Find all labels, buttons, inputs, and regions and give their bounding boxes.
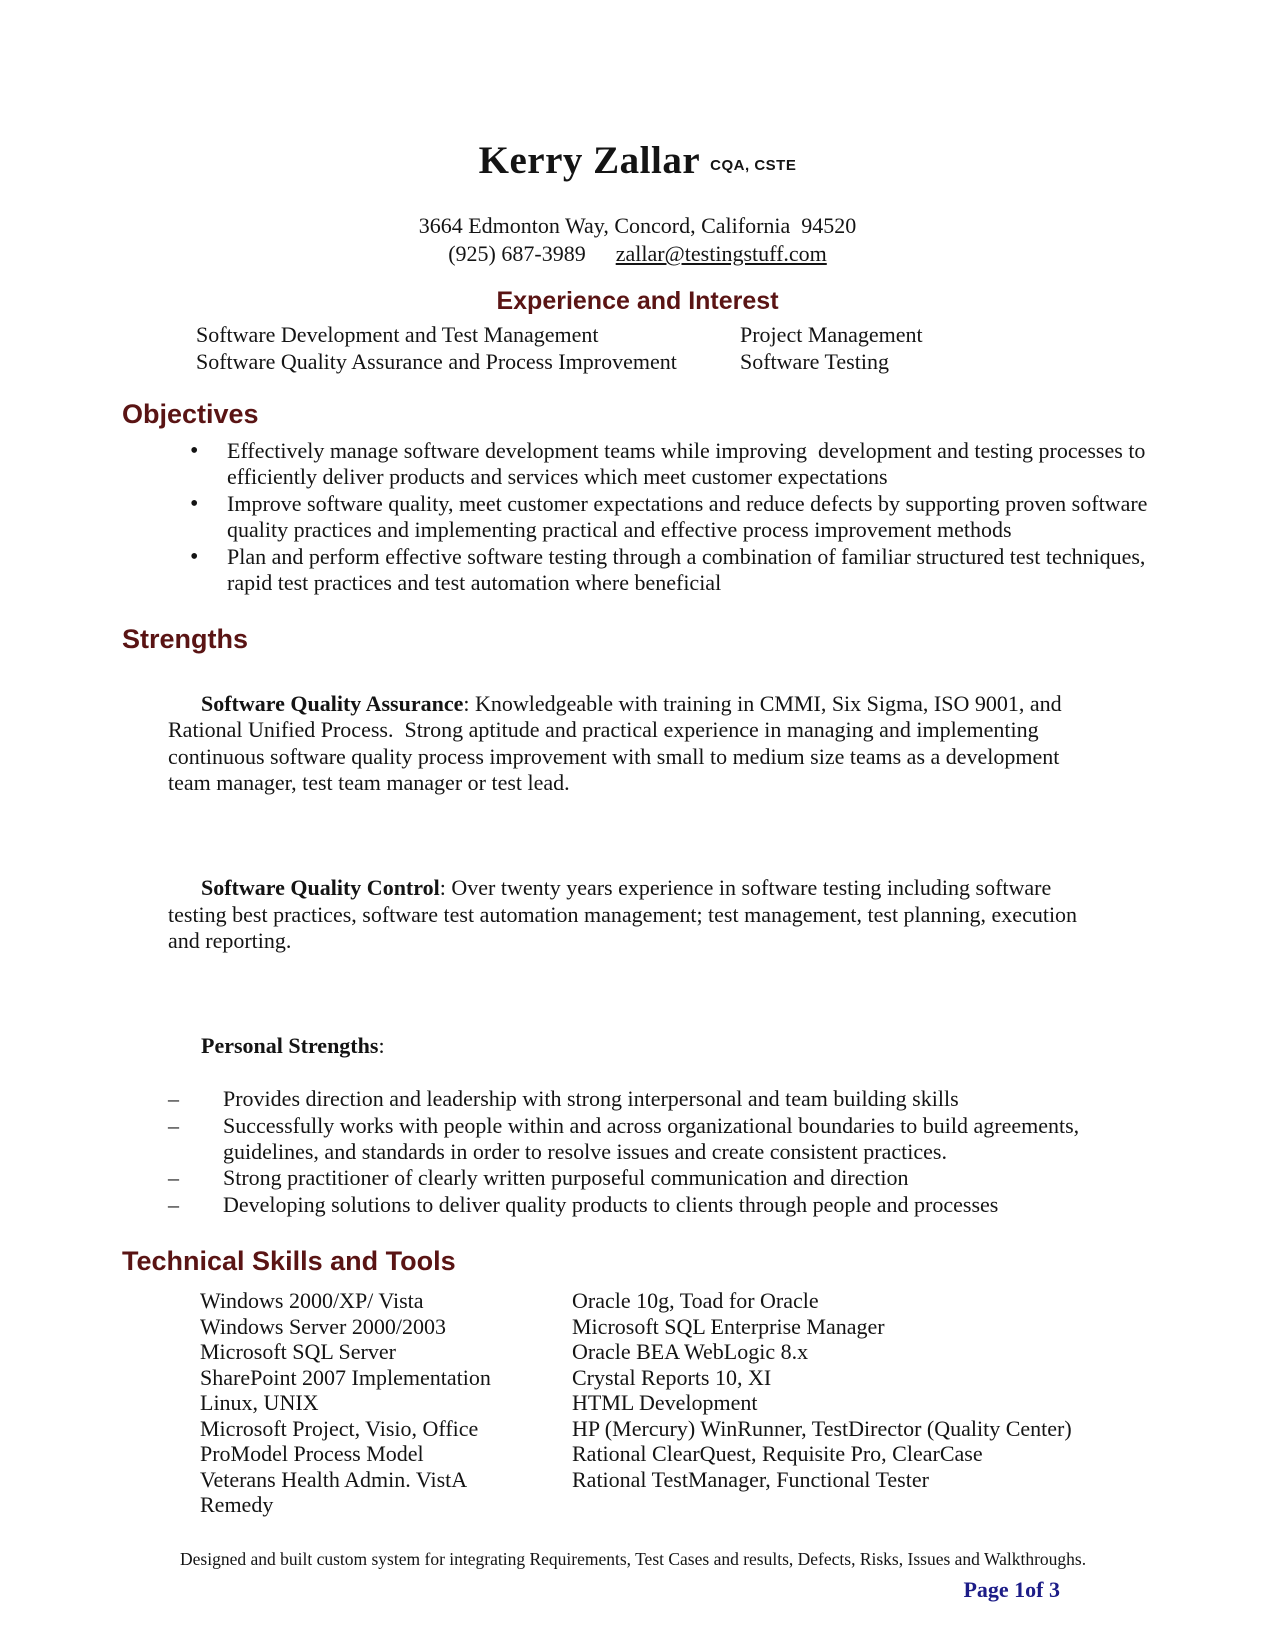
objective-text: Plan and perform effective software testing through a combination of familiar structured test techniques, rapid test practices and test automation where beneficial <box>227 543 1151 596</box>
person-credentials: CQA, CSTE <box>710 157 797 174</box>
personal-strength-text: Developing solutions to deliver quality products to clients through people and processes <box>223 1191 999 1217</box>
bullet-icon <box>190 544 198 570</box>
interest-item: Software Testing <box>740 349 889 374</box>
strength-label: Software Quality Assurance <box>201 690 464 716</box>
strength-label: Software Quality Control <box>201 875 440 901</box>
skill-item: Veterans Health Admin. VistA <box>200 1466 468 1492</box>
email-link[interactable]: zallar@testingstuff.com <box>615 241 827 266</box>
personal-strengths-label-line <box>168 1007 1083 1086</box>
interest-item: Project Management <box>740 322 923 347</box>
skills-left-column <box>200 1288 572 1518</box>
experience-interest-heading: Experience and Interest <box>496 287 779 315</box>
personal-strengths-label: Personal Strengths <box>201 1033 379 1059</box>
skill-item: Oracle 10g, Toad for Oracle <box>572 1288 819 1314</box>
personal-strength-item <box>122 1113 1167 1166</box>
strengths-heading: Strengths <box>122 624 249 655</box>
objectives-list <box>122 438 1157 596</box>
skill-item: Crystal Reports 10, XI <box>572 1364 772 1390</box>
personal-strength-text: Successfully works with people within and across organizational boundaries to build agreements, guidelines, and standards in order to resolve issues and create consistent practices. <box>223 1112 1085 1164</box>
skill-item: Microsoft SQL Enterprise Manager <box>572 1313 885 1339</box>
objective-item <box>122 544 1157 597</box>
person-name: Kerry Zallar <box>478 139 701 182</box>
skill-item: Windows 2000/XP/ Vista <box>200 1288 424 1314</box>
objective-item <box>122 438 1157 491</box>
objective-text: Effectively manage software development teams while improving development and testing processes to efficiently deliver products and services which meet customer expectations <box>227 438 1151 490</box>
interest-row <box>122 321 1153 348</box>
interest-row <box>122 348 1153 375</box>
skill-item: Remedy <box>200 1492 274 1518</box>
strength-paragraph <box>168 849 1083 981</box>
skill-item: Windows Server 2000/2003 <box>200 1313 446 1339</box>
custom-system-note: Designed and built custom system for integrating Requirements, Test Cases and results, Defects, Risks, Issues and Walkthroughs. <box>180 1548 1087 1569</box>
personal-strengths-list <box>122 1086 1167 1218</box>
skill-item: SharePoint 2007 Implementation <box>200 1364 491 1390</box>
bullet-icon <box>190 491 198 517</box>
interest-item: Software Development and Test Management <box>196 322 599 347</box>
dash-icon <box>168 1192 179 1218</box>
dash-icon <box>168 1113 179 1139</box>
strength-text: : Over twenty years experience in software testing including software testing best practices, software test automation management; test management, test planning, execution and reporting. <box>168 875 1083 954</box>
skill-item: Rational TestManager, Functional Tester <box>572 1466 929 1492</box>
phone-number: (925) 687-3989 <box>448 241 586 266</box>
interest-item: Software Quality Assurance and Process Improvement <box>196 349 677 374</box>
bullet-icon <box>190 438 198 464</box>
skill-item: Rational ClearQuest, Requisite Pro, ClearCase <box>572 1441 983 1467</box>
skill-item: Microsoft SQL Server <box>200 1339 396 1365</box>
objective-item <box>122 491 1157 544</box>
personal-strength-text: Provides direction and leadership with strong interpersonal and team building skills <box>223 1086 959 1112</box>
skill-item: Oracle BEA WebLogic 8.x <box>572 1339 809 1365</box>
personal-strength-item <box>122 1192 1167 1218</box>
technical-skills-heading: Technical Skills and Tools <box>122 1246 456 1277</box>
skill-item: Microsoft Project, Visio, Office <box>200 1415 479 1441</box>
skill-item: HTML Development <box>572 1390 758 1416</box>
contact-line <box>122 240 1153 268</box>
objective-text: Improve software quality, meet customer expectations and reduce defects by supporting proven software quality practices and implementing practical and effective process improvement methods <box>227 490 1153 543</box>
objectives-heading: Objectives <box>122 399 259 429</box>
skill-item: ProModel Process Model <box>200 1441 424 1467</box>
dash-icon <box>168 1086 179 1112</box>
dash-icon <box>168 1165 179 1191</box>
skill-item: Linux, UNIX <box>200 1390 319 1416</box>
strength-text: : Knowledgeable with training in CMMI, Six Sigma, ISO 9001, and Rational Unified Process. Strong aptitude and practical experience in managing and implementing continuous software quality process improvement with small to medium size teams as a development team manager, test team manager or test lead. <box>168 690 1068 796</box>
personal-strength-text: Strong practitioner of clearly written purposeful communication and direction <box>223 1165 909 1191</box>
personal-strengths-colon: : <box>378 1033 385 1059</box>
skill-item: HP (Mercury) WinRunner, TestDirector (Quality Center) <box>572 1415 1072 1441</box>
header <box>122 138 1153 192</box>
skills-right-column <box>572 1288 1153 1518</box>
experience-interest-list <box>122 321 1153 375</box>
address-line: 3664 Edmonton Way, Concord, California 94520 <box>418 213 857 238</box>
personal-strength-item <box>122 1165 1167 1191</box>
skills-columns <box>200 1288 1153 1518</box>
personal-strength-item <box>122 1086 1167 1112</box>
strength-paragraph <box>168 664 1083 822</box>
page-number: Page 1of 3 <box>963 1577 1060 1602</box>
